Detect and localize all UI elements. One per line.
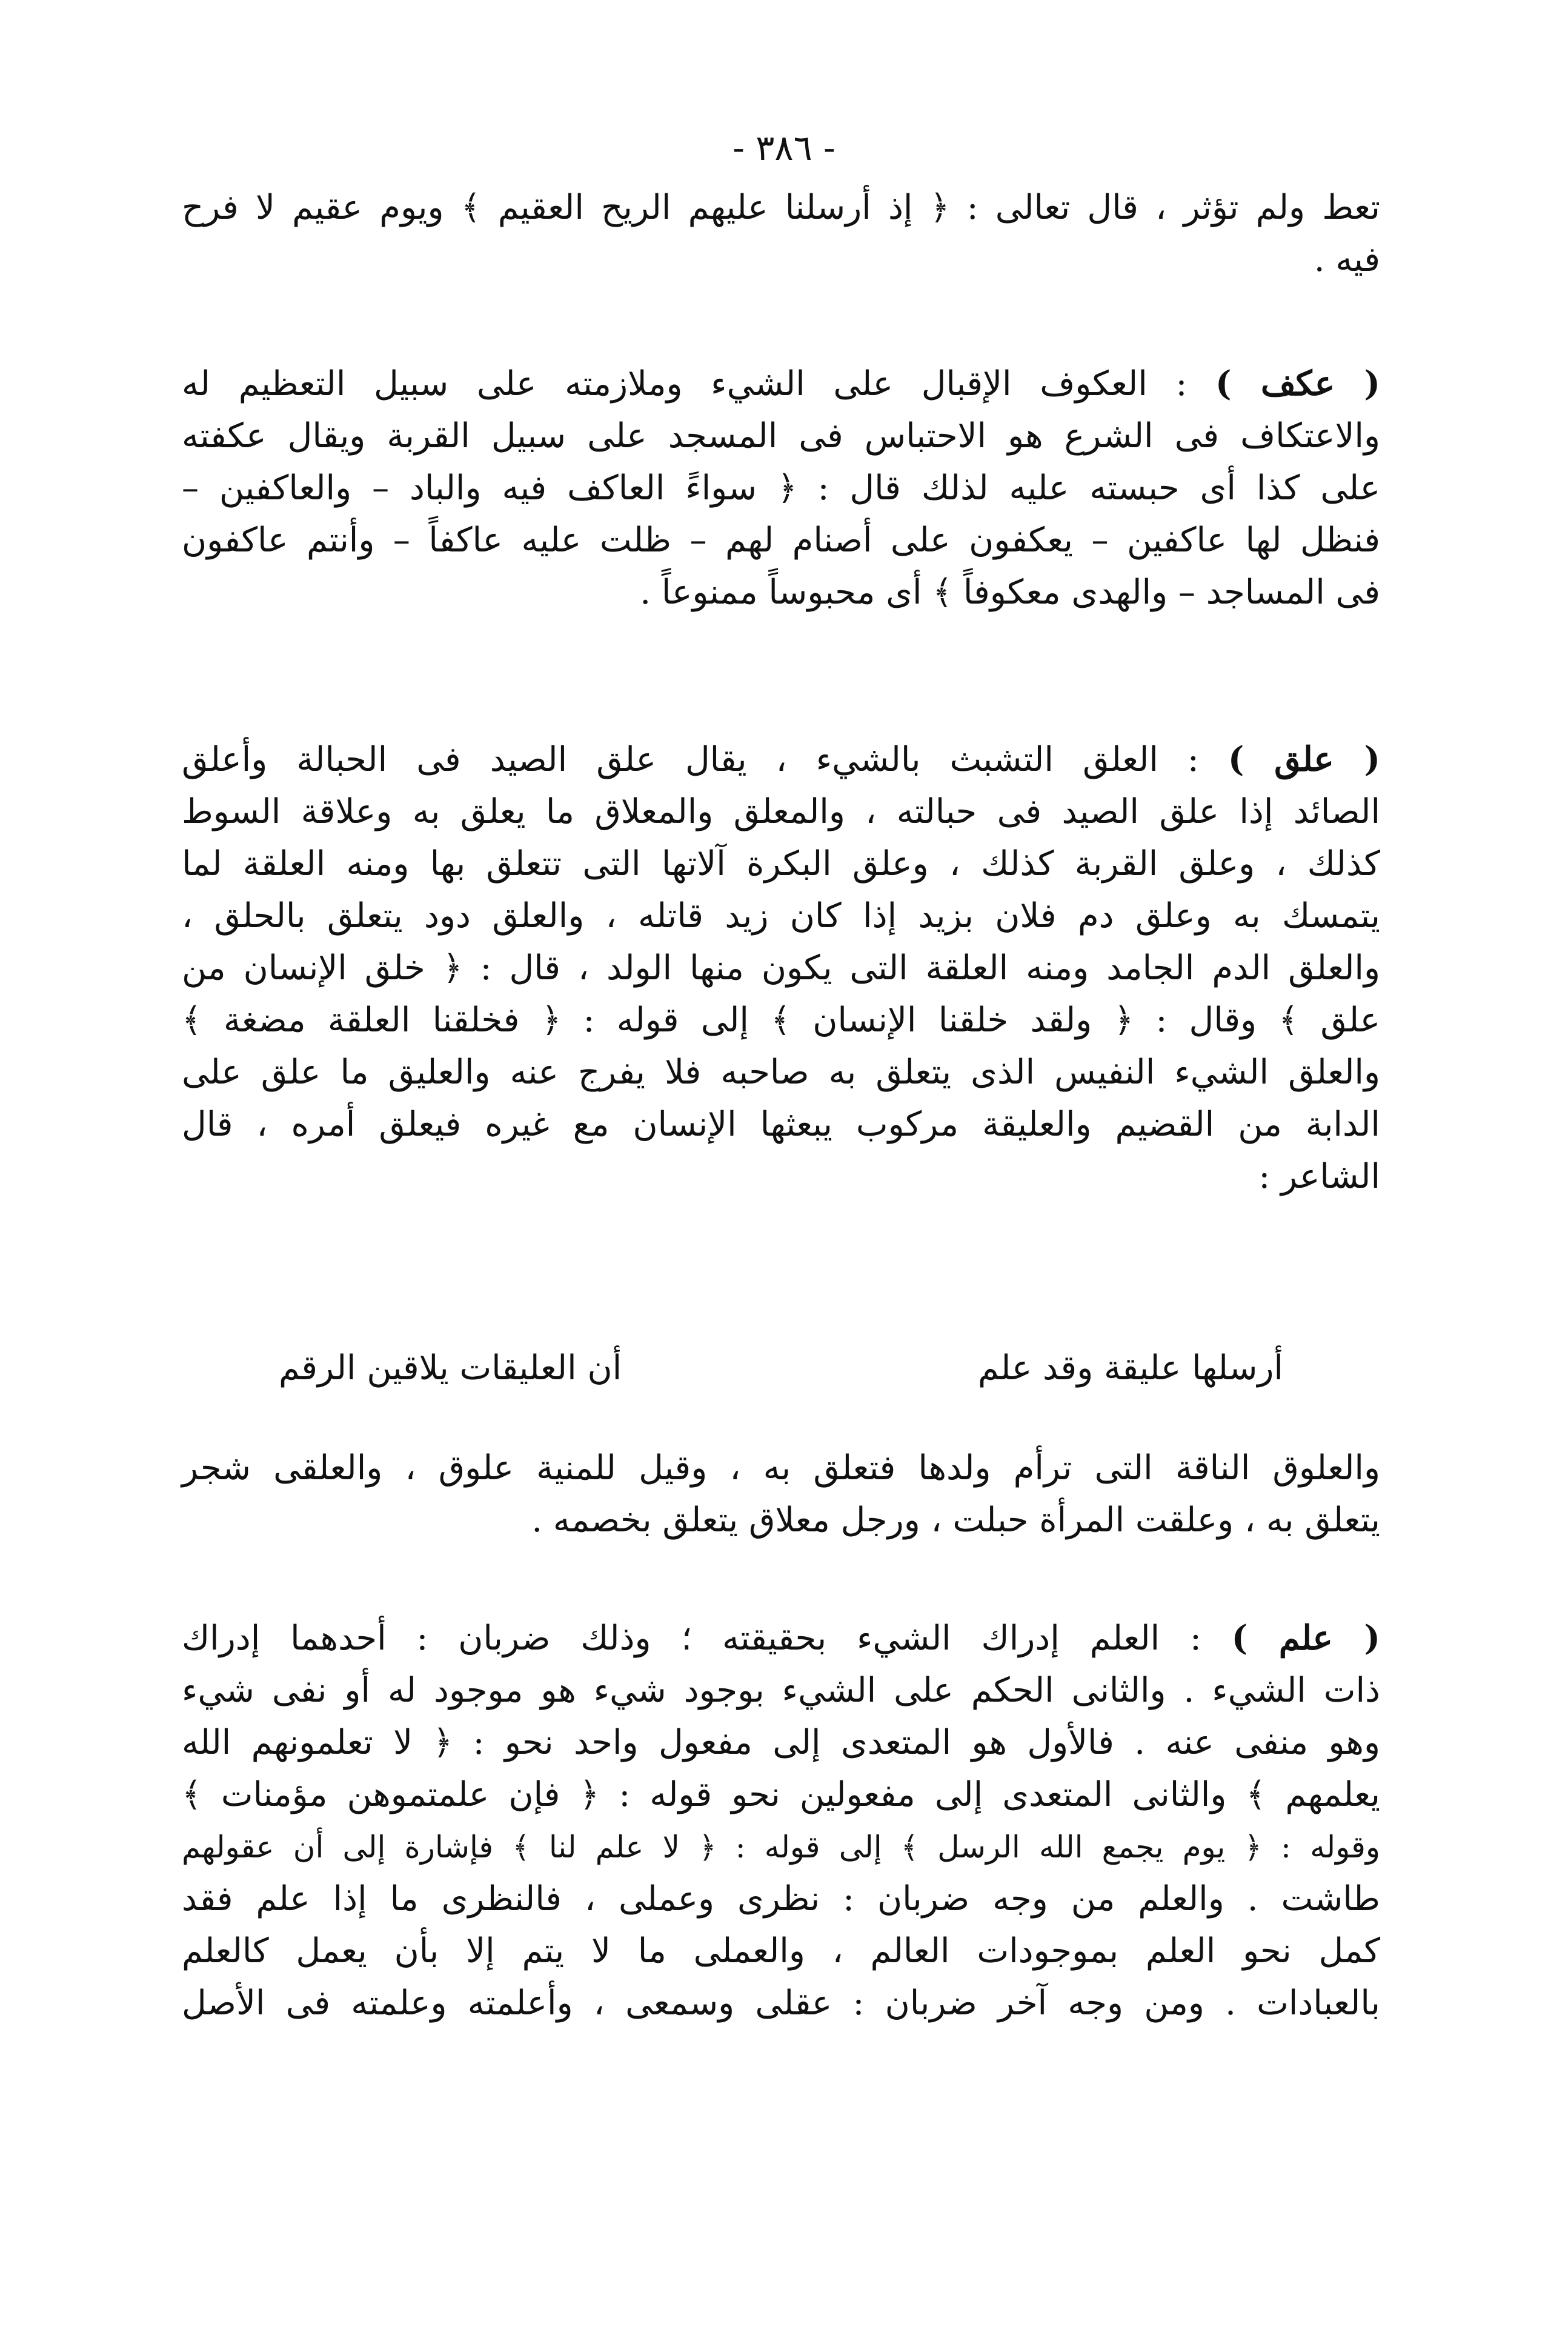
- text-line: فيه .: [1314, 240, 1380, 279]
- paragraph-uluq: [182, 1442, 1380, 1547]
- text-segment: : العكوف الإقبال على الشيء وملازمته على سبيل التعظيم له: [182, 364, 1188, 404]
- entry-heading: ( عكف ): [1215, 364, 1380, 404]
- entry-alaqa: [182, 733, 1380, 1203]
- text-line: والعلق الدم الجامد ومنه العلقة التى يكون منها الولد ، قال : ﴿ خلق الإنسان من: [182, 948, 1380, 988]
- text-line: الشاعر :: [1258, 1157, 1380, 1196]
- text-line: ذات الشيء . والثانى الحكم على الشيء بوجود شيء هو موجود له أو نفى شيء: [182, 1671, 1380, 1710]
- text-line: الصائد إذا علق الصيد فى حبالته ، والمعلق والمعلاق ما يعلق به وعلاقة السوط: [182, 792, 1380, 831]
- text-line: والاعتكاف فى الشرع هو الاحتباس فى المسجد على سبيل القربة ويقال عكفته: [182, 416, 1381, 456]
- entry-akafa: [182, 358, 1380, 619]
- text-line-with-entry: [182, 1612, 1380, 1665]
- text-line-with-entry: [182, 358, 1380, 410]
- page-number: - ٣٨٦ -: [733, 127, 835, 168]
- text-segment: : العلم إدراك الشيء بحقيقته ؛ وذلك ضربان : أحدهما إدراك: [182, 1619, 1201, 1658]
- paragraph-continuation: [182, 182, 1380, 286]
- verse-second-hemistich: أن العليقات يلاقين الرقم: [279, 1348, 622, 1388]
- text-line: وهو منفى عنه . فالأول هو المتعدى إلى مفعول واحد نحو : ﴿ لا تعلمونهم الله: [182, 1723, 1380, 1762]
- entry-heading: ( علم ): [1231, 1618, 1380, 1658]
- text-line: والعلق الشيء النفيس الذى يتعلق به صاحبه فلا يفرج عنه والعليق ما علق على: [182, 1053, 1380, 1092]
- verse-first-hemistich: أرسلها عليقة وقد علم: [978, 1348, 1283, 1388]
- entry-ilm: [182, 1612, 1380, 2030]
- poetry-verse: [279, 1342, 1283, 1394]
- text-line: فنظل لها عاكفين – يعكفون على أصنام لهم – ظلت عليه عاكفاً – وأنتم عاكفون: [182, 521, 1380, 560]
- text-line: علق ﴾ وقال : ﴿ ولقد خلقنا الإنسان ﴾ إلى قوله : ﴿ فخلقنا العلقة مضغة ﴾: [182, 1001, 1380, 1040]
- text-line: بالعبادات . ومن وجه آخر ضربان : عقلى وسمعى ، وأعلمته وعلمته فى الأصل: [182, 1983, 1380, 2023]
- text-line: طاشت . والعلم من وجه ضربان : نظرى وعملى ، فالنظرى ما إذا علم فقد: [182, 1879, 1380, 1919]
- text-line: وقوله : ﴿ يوم يجمع الله الرسل ﴾ إلى قوله : ﴿ لا علم لنا ﴾ فإشارة إلى أن عقولهم: [182, 1830, 1380, 1865]
- text-line: والعلوق الناقة التى ترأم ولدها فتعلق به ، وقيل للمنية علوق ، والعلقى شجر: [182, 1448, 1380, 1488]
- entry-heading: ( علق ): [1227, 739, 1381, 779]
- text-line: كذلك ، وعلق القربة كذلك ، وعلق البكرة آلاتها التى تتعلق بها ومنه العلقة لما: [182, 844, 1380, 884]
- text-line: كمل نحو العلم بموجودات العالم ، والعملى ما لا يتم إلا بأن يعمل كالعلم: [182, 1931, 1380, 1971]
- text-line: يعلمهم ﴾ والثانى المتعدى إلى مفعولين نحو قوله : ﴿ فإن علمتموهن مؤمنات ﴾: [182, 1775, 1380, 1814]
- text-line-with-entry: [182, 733, 1380, 786]
- text-line: تعط ولم تؤثر ، قال تعالى : ﴿ إذ أرسلنا عليهم الريح العقيم ﴾ ويوم عقيم لا فرح: [182, 188, 1380, 227]
- text-line: الدابة من القضيم والعليقة مركوب يبعثها الإنسان مع غيره فيعلق أمره ، قال: [182, 1105, 1380, 1144]
- text-segment: : العلق التشبث بالشيء ، يقال علق الصيد فى الحبالة وأعلق: [182, 740, 1199, 779]
- text-line: يتمسك به وعلق دم فلان بزيد إذا كان زيد قاتله ، والعلق دود يتعلق بالحلق ،: [182, 896, 1381, 936]
- text-line: فى المساجد – والهدى معكوفاً ﴾ أى محبوساً ممنوعاً .: [640, 573, 1380, 612]
- text-line: على كذا أى حبسته عليه لذلك قال : ﴿ سواءً العاكف فيه والباد – والعاكفين –: [182, 468, 1380, 508]
- text-line: يتعلق به ، وعلقت المرأة حبلت ، ورجل معلاق يتعلق بخصمه .: [531, 1500, 1380, 1540]
